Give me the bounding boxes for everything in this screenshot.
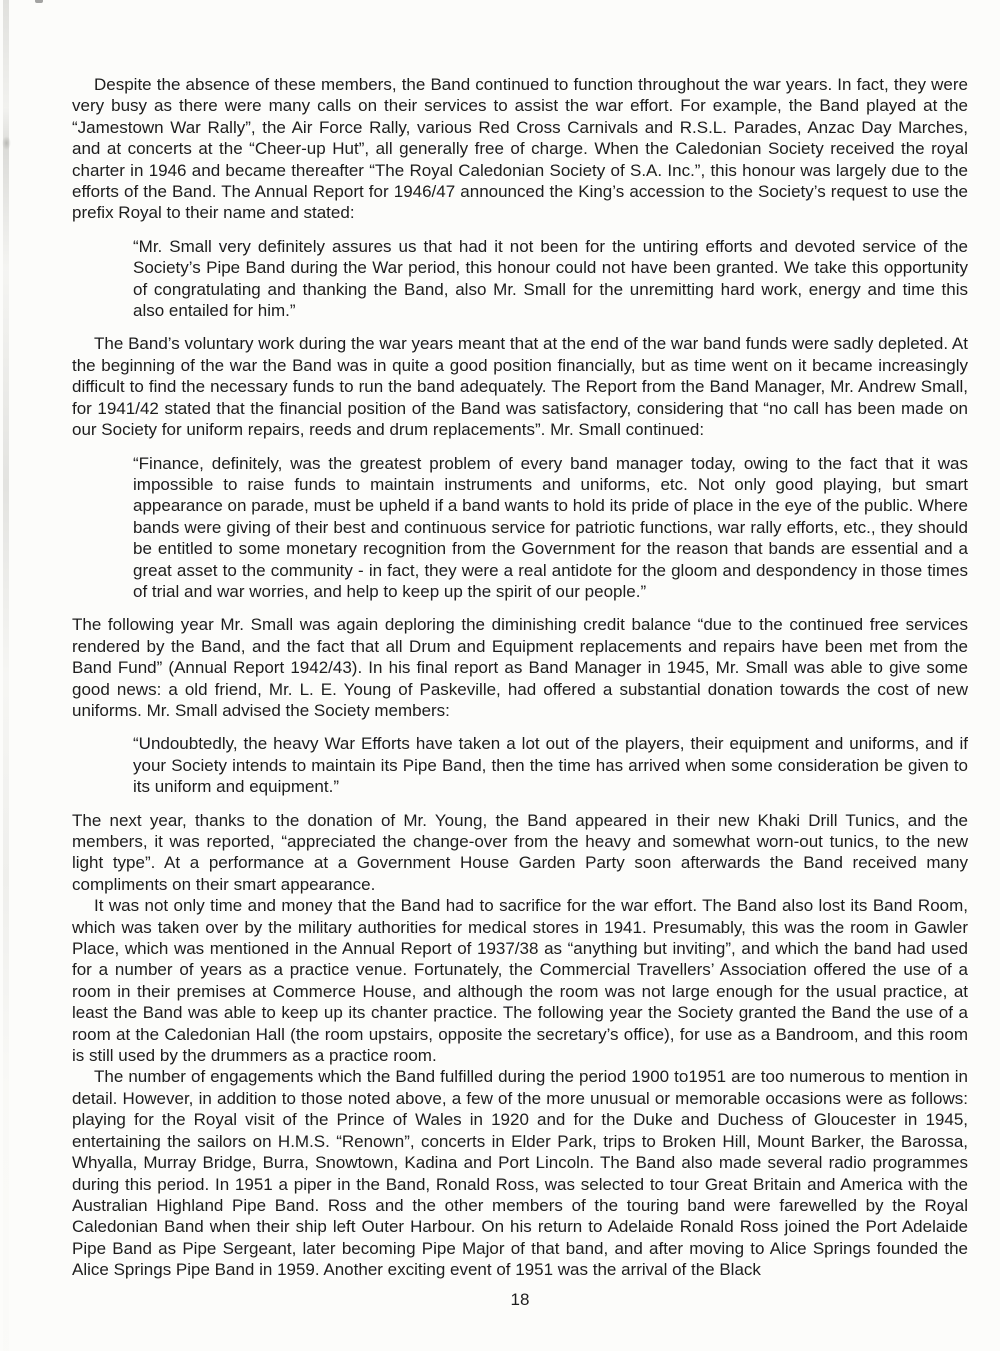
scan-artifact-smudge — [2, 136, 11, 150]
paragraph-war-years-service: Despite the absence of these members, the Band continued to function throughout the war years. In fact, they were very busy as there were many calls on their services to assist the war effort. For example, the Band played at the “Jamestown War Rally”, the Air Force Rally, various Red Cross Carnivals and R.S.L. Parades, Anzac Day Marches, and at concerts at the “Cheer-up Hut”, all generally free of charge. When the Caledonian Society received the royal charter in 1946 and became thereafter “The Royal Caledonian Society of S.A. Inc.”, this honour was largely due to the efforts of the Band. The Annual Report for 1946/47 announced the King’s accession to the Society’s request to use the prefix Royal to their name and stated: — [72, 75, 968, 223]
scan-binding-edge — [3, 0, 9, 1351]
paragraph-band-room-lost: It was not only time and money that the Band had to sacrifice for the war effort. The Band also lost its Band Room, which was taken over by the military authorities for medical stores in 1941. Presumably, this was the room in Gawler Place, which was mentioned in the Annual Report of 1937/38 as “anything but inviting”, and which the band had used for a number of years as a practice venue. Fortunately, the Commercial Travellers’ Association offered the use of a room in their premises at Commerce House, and although the room was not large enough for the usual practice, at least the Band was able to keep up its chanter practice. The following year the Society granted the Band the use of a room at the Caledonian Hall (the room upstairs, opposite the secretary’s office), for use as a Bandroom, and this room is still used by the drummers as a practice room. — [72, 896, 968, 1066]
quote-royal-honour: “Mr. Small very definitely assures us that had it not been for the untiring efforts and devoted service of the Society’s Pipe Band during the War period, this honour could not have been granted. We take this opportunity of congratulating and thanking the Band, also Mr. Small for the unremitting hard work, energy and time this also entailed for him.” — [133, 236, 968, 321]
paragraph-credit-balance: The following year Mr. Small was again deploring the diminishing credit balance “due to the continued free services rendered by the Band, and the fact that all Drum and Equipment replacements and repairs have been met from the Band Fund” (Annual Report 1942/43). In his final report as Band Manager in 1945, Mr. Small was able to give some good news: a old friend, Mr. L. E. Young of Paskeville, had offered a substantial donation towards the cost of new uniforms. Mr. Small advised the Society members: — [72, 615, 968, 720]
paragraph-band-funds-depleted: The Band’s voluntary work during the war years meant that at the end of the war band funds were sadly depleted. At the beginning of the war the Band was in quite a good position financially, but as time went on it became increasingly difficult to find the necessary funds to run the band adequately. The Report from the Band Manager, Mr. Andrew Small, for 1941/42 stated that the financial position of the Band was satisfactory, considering that “no call has been made on our Society for uniform repairs, reeds and drum replacements”. Mr. Small continued: — [72, 334, 968, 440]
paragraph-engagements-1900-1951: The number of engagements which the Band fulfilled during the period 1900 to1951 are too numerous to mention in detail. However, in addition to those noted above, a few of the more unusual or memorable occasions were as follows: playing for the Royal visit of the Prince of Wales in 1920 and for the Duke and Duchess of Gloucester in 1945, entertaining the sailors on H.M.S. “Renown”, concerts in Elder Park, trips to Broken Hill, Mount Barker, the Barossa, Whyalla, Murray Bridge, Burra, Snowtown, Kadina and Port Lincoln. The Band also made several radio programmes during this period. In 1951 a piper in the Band, Ronald Ross, was selected to tour Great Britain and America with the Australian Highland Pipe Band. Ross and the other members of the touring band were farewelled by the Royal Caledonian Band when their ship left Outer Harbour. On his return to Adelaide Ronald Ross joined the Port Adelaide Pipe Band as Pipe Sergeant, later becoming Pipe Major of that band, and after moving to Alice Springs founded the Alice Springs Pipe Band in 1959. Another exciting event of 1951 was the arrival of the Black — [72, 1067, 968, 1280]
quote-war-efforts-uniforms: “Undoubtedly, the heavy War Efforts have taken a lot out of the players, their equipment and uniforms, and if your Society intends to maintain its Pipe Band, then the time has arrived when some consideration be given to its uniform and equipment.” — [133, 734, 968, 797]
page-number: 18 — [510, 1289, 530, 1309]
page-body — [72, 74, 968, 1310]
paragraph-khaki-tunics: The next year, thanks to the donation of Mr. Young, the Band appeared in their new Khaki Drill Tunics, and the members, it was reported, “appreciated the change-over from the heavy and somewhat worn-out tunics, to the new light type”. At a performance at a Government House Garden Party soon afterwards the Band received many compliments on their smart appearance. — [72, 810, 968, 894]
scan-artifact-mark — [35, 0, 43, 3]
quote-finance-problem: “Finance, definitely, was the greatest problem of every band manager today, owing to the fact that it was impossible to raise funds to maintain instruments and uniforms, etc. Not only good playing, but smart appearance on parade, must be upheld if a band wants to hold its pride of place in the eye of the public. Where bands were giving of their best and continuous service for patriotic functions, war rally efforts, etc., they should be entitled to some monetary recognition from the Government for the reason that bands are essential and a great asset to the community - in fact, they were a real antidote for the gloom and despondency in those times of trial and war worries, and help to keep up the spirit of our people.” — [133, 453, 968, 601]
